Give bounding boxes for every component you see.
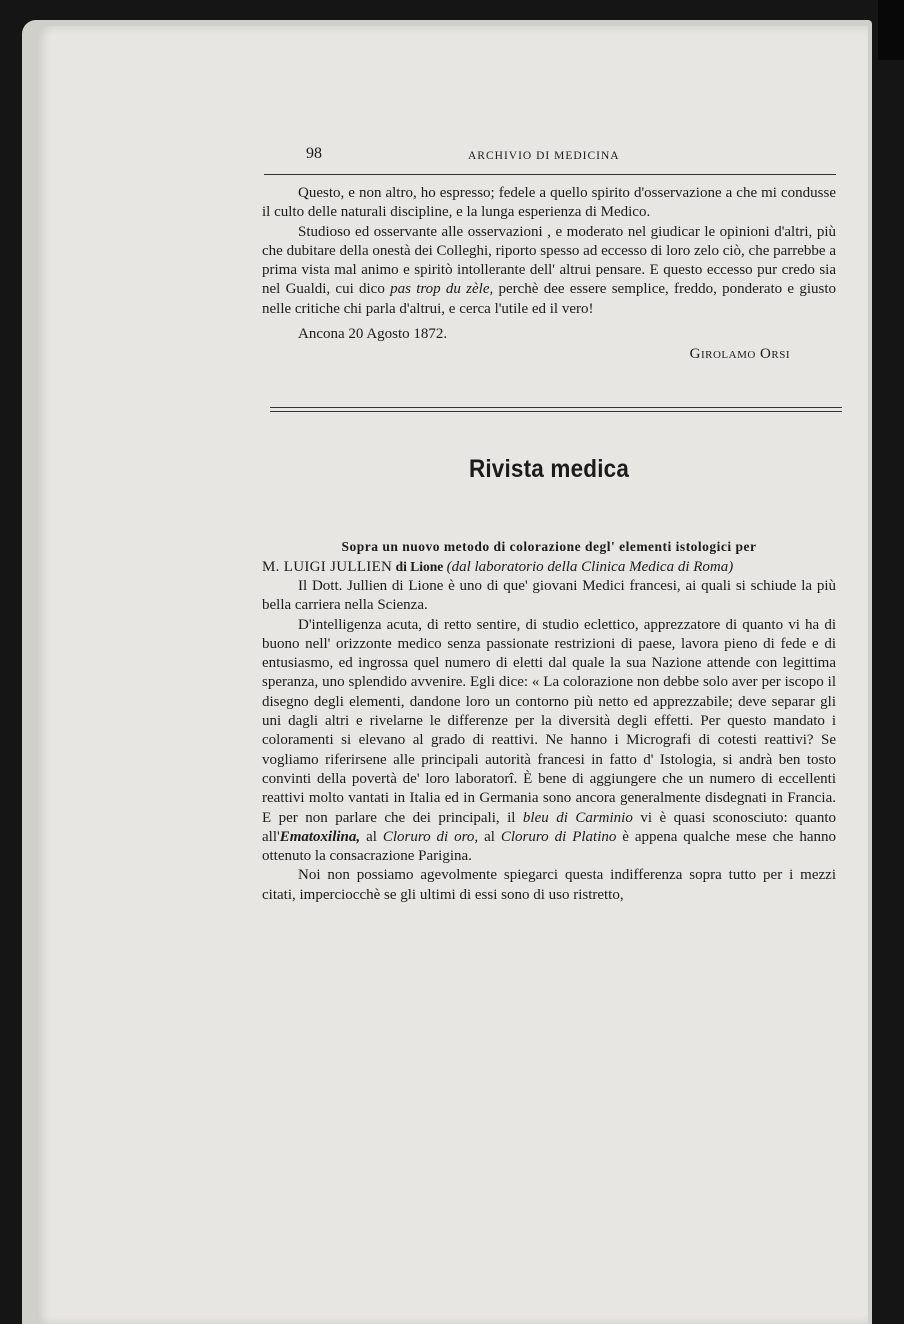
paragraph: D'intelligenza acuta, di retto sentire, di studio eclettico, apprezzatore di quanto vi ha di buono nell' orizzonte medico senza passionate restrizioni di paese, lavora pieno di fede e di entusiasmo, ed ingrossa quel numero di eletti dal quale la sua Nazione attende con legittima speranza, uno splendido avvenire. Egli dice: « La colorazione non debbe solo aver per iscopo il disegno degli elementi, dandone loro un contorno più netto ed apprezzabile; deve separar gli uni dagli altri e rivelarne le differenze per la diversità degli effetti. Per questo mandato i coloramenti si elevano al grado di reattivi. Ne hanno i Micrografi di cotesti reattivi? Se vogliamo riferirsene alle principali autorità francesi in fatto d' Istologia, si andrà ben tosto convinti della povertà de' loro laboratorî. È bene di aggiungere che un numero di eccellenti reattivi molto vantati in Italia ed in Germania sono ancora generalmente disdegnati in Francia. E per non parlare che dei principali, il bleu di Carminio vi è quasi sconosciuto: quanto all'Ematoxilina, al Cloruro di oro, al Cloruro di Platino è appena qualche mese che hanno ottenuto la consacrazione Parigina. [262, 616, 837, 865]
paragraph: Studioso ed osservante alle osservazioni , e moderato nel giudicar le opinioni d'altri, più che dubitare della onestà dei Colleghi, riporto spesso ad eccesso di loro zelo ciò, che parrebbe a prima vista mal animo e spiritò intollerante dell' altrui pensare. E questo eccesso pur credo sia nel Gualdi, cui dico pas trop du zèle, perchè dee essere semplice, freddo, ponderato e giusto nelle critiche chi parla d'altrui, e cerca l'utile ed il vero! [262, 223, 836, 317]
article-heading [262, 537, 836, 577]
paragraph: Il Dott. Jullien di Lione è uno di que' giovani Medici francesi, ai quali si schiude la più bella carriera nella Scienza. [262, 577, 836, 614]
journal-title: ARCHIVIO DI MEDICINA [468, 150, 620, 162]
page-text [262, 140, 836, 905]
signoff [262, 325, 836, 365]
header-rule [264, 174, 836, 175]
article-byline: M. LUIGI JULLIEN di Lione (dal laboratorio della Clinica Medica di Roma) [262, 558, 734, 575]
page-number: 98 [306, 145, 322, 162]
paragraph: Noi non possiamo agevolmente spiegarci questa indifferenza sopra tutto per i mezzi citati, imperciocchè se gli ultimi di essi sono di uso ristretto, [262, 867, 836, 903]
paragraph: Questo, e non altro, ho espresso; fedele a quello spirito d'osservazione a che mi condusse il culto delle naturali discipline, e la lunga esperienza di Medico. [262, 185, 836, 221]
article-title: Sopra un nuovo metodo di colorazione degl' elementi istologici per [341, 539, 757, 555]
section-divider [270, 407, 842, 412]
scan-border [878, 0, 904, 60]
running-head [262, 140, 836, 166]
author-signature: Girolamo Orsi [689, 346, 790, 363]
section-title: Rivista medica [468, 455, 630, 484]
place-date: Ancona 20 Agosto 1872. [298, 326, 448, 343]
